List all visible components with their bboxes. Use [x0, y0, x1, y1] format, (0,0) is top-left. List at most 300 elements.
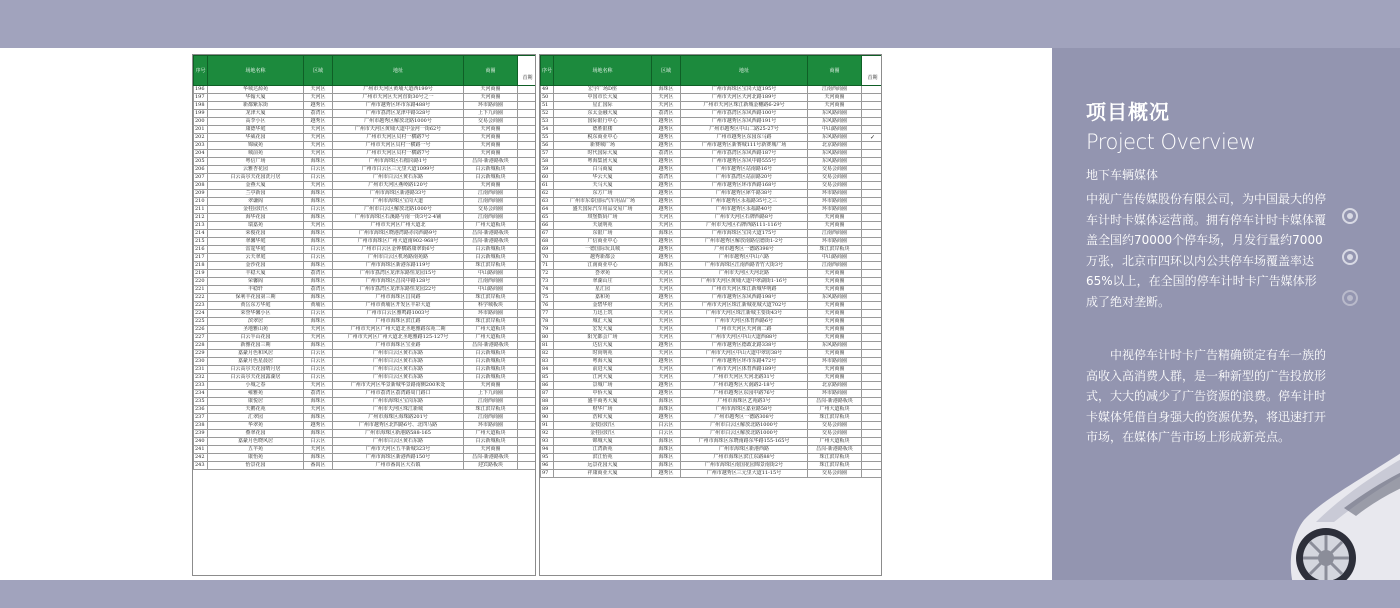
table-row	[541, 406, 883, 414]
cell-first-phase	[518, 326, 537, 334]
cell-first-phase	[862, 382, 883, 390]
cell-business-area: 环市路商圈	[464, 310, 518, 318]
cell-address: 广州市天河区珠江新城华明路	[681, 286, 808, 294]
cell-site-name: 嘉豪月色和风居	[208, 350, 304, 358]
car-icon	[1284, 438, 1400, 580]
cell-site-name: 达信大厦	[554, 342, 652, 350]
cell-first-phase	[862, 166, 883, 174]
cell-site-name: 嘉和苑	[554, 294, 652, 302]
table-row	[541, 342, 883, 350]
cell-address: 广州市天河区五羊新城323号	[333, 446, 464, 454]
cell-first-phase	[518, 462, 537, 470]
cell-site-name: 广信商业中心	[554, 238, 652, 246]
cell-address: 广州市海珠区新港西路150号	[333, 454, 464, 462]
cell-first-phase	[862, 294, 883, 302]
table-row	[541, 358, 883, 366]
cell-business-area: 珠江滨岸板块	[464, 294, 518, 302]
table-row	[194, 310, 537, 318]
cell-address: 广州市白云区黄石东路	[333, 174, 464, 182]
cell-first-phase	[862, 110, 883, 118]
cell-index: 84	[541, 366, 554, 374]
cell-index: 235	[194, 398, 208, 406]
circle-bullet-icon	[1342, 290, 1358, 306]
table-row	[541, 126, 883, 134]
cell-index: 212	[194, 214, 208, 222]
cell-site-name: 新赛城广场	[554, 142, 652, 150]
table-row	[194, 142, 537, 150]
table-row	[541, 190, 883, 198]
table-row	[541, 150, 883, 158]
cell-address: 广州市海珠区晓港湾路赤岗西路9号	[333, 230, 464, 238]
cell-address: 广州市海珠区嘉业路58号	[681, 406, 808, 414]
cell-site-name: 白云高尔夫花园洗月居	[208, 174, 304, 182]
cell-site-name: 城汇大厦	[554, 318, 652, 326]
cell-business-area: 江南西商圈	[464, 398, 518, 406]
cell-index: 202	[194, 134, 208, 142]
table-row	[541, 286, 883, 294]
cell-site-name: 琪堡数码广场	[554, 214, 652, 222]
cell-site-name: 汇翠园	[208, 414, 304, 422]
table-row	[541, 246, 883, 254]
cell-business-area: 珠江滨岸板块	[808, 454, 862, 462]
cell-business-area: 昌岗-新港路板块	[464, 230, 518, 238]
cell-site-name: 财华广场	[554, 406, 652, 414]
cell-first-phase	[518, 190, 537, 198]
cell-first-phase	[518, 134, 537, 142]
cell-district: 荔湾区	[304, 270, 333, 278]
cell-site-name: 白马商厦	[554, 166, 652, 174]
cell-first-phase	[518, 286, 537, 294]
cell-business-area: 珠江滨岸板块	[808, 414, 862, 422]
cell-district: 海珠区	[652, 406, 681, 414]
cell-first-phase	[518, 222, 537, 230]
cell-address: 广州市白云区黄石东路	[333, 438, 464, 446]
cell-first-phase	[862, 342, 883, 350]
cell-index: 217	[194, 254, 208, 262]
cell-index: 204	[194, 150, 208, 158]
cell-business-area: 白云新城板块	[464, 246, 518, 254]
cell-first-phase	[862, 310, 883, 318]
cell-business-area: 中山路商圈	[464, 286, 518, 294]
cell-site-name: 康悦居	[208, 398, 304, 406]
cell-index: 65	[541, 214, 554, 222]
table-row	[541, 198, 883, 206]
cell-first-phase	[518, 238, 537, 246]
table-row	[541, 94, 883, 102]
cell-first-phase	[862, 102, 883, 110]
cell-business-area: 天河商圈	[808, 318, 862, 326]
table-row	[541, 86, 883, 94]
parking-table-left	[192, 54, 536, 576]
cell-index: 240	[194, 438, 208, 446]
cell-business-area: 迎宾路板块	[464, 462, 518, 470]
cell-index: 80	[541, 334, 554, 342]
cell-address: 广州市海珠区艺苑路3号	[681, 398, 808, 406]
cell-district: 海珠区	[304, 238, 333, 246]
cell-business-area: 白云新城板块	[464, 174, 518, 182]
cell-address: 广州市越秀区东风西路191号	[681, 118, 808, 126]
cell-district: 白云区	[304, 374, 333, 382]
cell-district: 海珠区	[304, 342, 333, 350]
cell-index: 72	[541, 270, 554, 278]
table-row	[194, 326, 537, 334]
cell-address: 广州市海珠区宝岗东路	[333, 398, 464, 406]
table-row	[194, 438, 537, 446]
cell-site-name: 海华花园	[208, 214, 304, 222]
cell-address: 广州市白云区解放北路1000号	[681, 430, 808, 438]
table-row	[541, 294, 883, 302]
cell-district: 海珠区	[304, 398, 333, 406]
cell-first-phase	[862, 398, 883, 406]
cell-site-name: 嘉豪月色星晨居	[208, 358, 304, 366]
cell-site-name: 江河大厦	[554, 374, 652, 382]
cell-district: 海珠区	[304, 318, 333, 326]
cell-address: 广州市越秀区北四路6号、北四马路	[333, 422, 464, 430]
cell-site-name: 黄岳东方华庭	[208, 302, 304, 310]
cell-address: 广州市越秀区东园中路76号	[681, 390, 808, 398]
cell-site-name: 康怡苑	[208, 454, 304, 462]
cell-site-name: 云雅杏花园	[208, 166, 304, 174]
cell-district: 天河区	[652, 94, 681, 102]
cell-address: 广州市越秀区犀牛路38号	[681, 190, 808, 198]
cell-site-name: 金桂园好区	[554, 430, 652, 438]
cell-first-phase	[862, 358, 883, 366]
cell-first-phase	[862, 94, 883, 102]
cell-business-area: 交易会商圈	[464, 206, 518, 214]
cell-index: 56	[541, 142, 554, 150]
cell-address: 广州市越秀区大南路2-18号	[681, 382, 808, 390]
table-row	[541, 430, 883, 438]
cell-address: 广州市天河区体育西路189号	[681, 366, 808, 374]
cell-address: 广州市黄埔区开发区丰彩大道	[333, 302, 464, 310]
cell-business-area: 江南西商圈	[464, 214, 518, 222]
table-row	[194, 374, 537, 382]
cell-first-phase	[862, 286, 883, 294]
cell-business-area: 东风路商圈	[808, 158, 862, 166]
cell-district: 白云区	[304, 254, 333, 262]
cell-address: 广州市天河区珠江新城	[333, 406, 464, 414]
cell-index: 203	[194, 142, 208, 150]
cell-address: 广州市海珠区新港路588-165	[333, 430, 464, 438]
cell-first-phase	[862, 246, 883, 254]
cell-index: 74	[541, 286, 554, 294]
cell-first-phase	[862, 334, 883, 342]
cell-site-name: 新雅花园三期	[208, 342, 304, 350]
header-address: 地址	[333, 56, 464, 86]
cell-district: 越秀区	[304, 422, 333, 430]
cell-address: 广州市海珠区南国花园锦景南街2号	[681, 462, 808, 470]
cell-district: 白云区	[304, 366, 333, 374]
cell-district: 越秀区	[652, 166, 681, 174]
cell-address: 广州市天河区黄埔大道中翠湖街1-16号	[681, 278, 808, 286]
cell-index: 66	[541, 222, 554, 230]
table-row	[541, 262, 883, 270]
cell-site-name: 保利丰花园第三期	[208, 294, 304, 302]
cell-index: 59	[541, 166, 554, 174]
cell-site-name: 华城达源苑	[208, 86, 304, 94]
table-row	[194, 286, 537, 294]
cell-district: 天河区	[652, 278, 681, 286]
cell-district: 越秀区	[652, 390, 681, 398]
cell-first-phase	[862, 430, 883, 438]
cell-site-name: 宏发大厦	[554, 326, 652, 334]
cell-business-area: 环市路商圈	[808, 238, 862, 246]
cell-business-area: 天河商圈	[464, 134, 518, 142]
cell-index: 224	[194, 310, 208, 318]
cell-business-area: 江南西商圈	[464, 278, 518, 286]
table-row	[541, 318, 883, 326]
cell-business-area: 天河商圈	[808, 214, 862, 222]
cell-address: 广州市海珠区海珠路201号	[333, 414, 464, 422]
cell-site-name: 景城广场	[554, 382, 652, 390]
cell-index: 233	[194, 382, 208, 390]
table-row	[194, 462, 537, 470]
cell-business-area: 天河商圈	[464, 142, 518, 150]
cell-district: 白云区	[304, 174, 333, 182]
cell-index: 70	[541, 254, 554, 262]
table-row	[541, 214, 883, 222]
cell-address: 广州市白云区雅鸣路1003号	[333, 310, 464, 318]
table-body-left	[194, 86, 537, 470]
cell-site-name: 盛天国际汽车用品交易广场	[554, 206, 652, 214]
cell-index: 57	[541, 150, 554, 158]
cell-address: 广州市天河区广州大道北	[333, 222, 464, 230]
cell-index: 63	[541, 198, 554, 206]
cell-index: 69	[541, 246, 554, 254]
cell-first-phase	[862, 174, 883, 182]
cell-first-phase	[518, 374, 537, 382]
cell-address: 广州市天河区天河直街30号之一	[333, 94, 464, 102]
cell-district: 天河区	[304, 334, 333, 342]
cell-district: 越秀区	[652, 182, 681, 190]
cell-site-name: 星汇国际	[554, 102, 652, 110]
cell-business-area: 中山路商圈	[464, 270, 518, 278]
cell-address: 广州市越秀区站南路16号	[681, 166, 808, 174]
cell-district: 海珠区	[304, 294, 333, 302]
table-row	[194, 222, 537, 230]
cell-address: 广州市白云区黄石东路	[333, 374, 464, 382]
cell-address: 广州市海珠区滨江路	[333, 318, 464, 326]
cell-site-name: 小城之春	[208, 382, 304, 390]
cell-first-phase	[518, 446, 537, 454]
cell-site-name: 一德国际玩具城	[554, 246, 652, 254]
cell-address: 广州市荔湾区东风西路100号	[681, 110, 808, 118]
cell-site-name: 锦城大厦	[554, 438, 652, 446]
cell-business-area: 珠江滨岸板块	[464, 318, 518, 326]
table-row	[541, 110, 883, 118]
cell-business-area: 上下九商圈	[464, 390, 518, 398]
cell-site-name: 圣地雅山苑	[208, 326, 304, 334]
cell-address: 广州市海珠区东晓南路东华路155-165号	[681, 438, 808, 446]
cell-district: 海珠区	[652, 446, 681, 454]
cell-first-phase	[862, 150, 883, 158]
cell-district: 越秀区	[652, 238, 681, 246]
cell-address: 广州市白云区黄石东路	[333, 350, 464, 358]
cell-address: 广州市荔湾区荔湾路周门路口	[333, 390, 464, 398]
cell-address: 广州市海珠区宝业路	[333, 342, 464, 350]
cell-address: 广州市海珠区新港路33号	[333, 190, 464, 198]
table-row	[194, 406, 537, 414]
cell-first-phase	[518, 142, 537, 150]
cell-business-area: 天河商圈	[808, 326, 862, 334]
cell-business-area: 天河商圈	[808, 278, 862, 286]
cell-site-name: 雷霆华庭	[208, 246, 304, 254]
cell-index: 226	[194, 326, 208, 334]
cell-site-name: 丰稳大厦	[208, 270, 304, 278]
cell-index: 213	[194, 222, 208, 230]
table-row	[541, 310, 883, 318]
cell-index: 79	[541, 326, 554, 334]
cell-site-name: 粤海大厦	[554, 358, 652, 366]
cell-index: 62	[541, 190, 554, 198]
cell-address: 广州市越秀区永福路35号之三	[681, 198, 808, 206]
cell-first-phase	[862, 214, 883, 222]
cell-first-phase	[518, 302, 537, 310]
cell-first-phase	[862, 318, 883, 326]
cell-address: 广州市荔湾区龙津东路恒龙园22号	[333, 286, 464, 294]
table-row	[541, 302, 883, 310]
cell-address: 广州市越秀区解放北路1000号	[333, 118, 464, 126]
cell-index: 61	[541, 182, 554, 190]
table-row	[194, 430, 537, 438]
cell-district: 越秀区	[652, 470, 681, 478]
cell-business-area: 北京路商圈	[808, 142, 862, 150]
cell-site-name: 怡景花园	[208, 462, 304, 470]
cell-district: 天河区	[304, 94, 333, 102]
cell-site-name: 荣馨阁	[208, 278, 304, 286]
cell-index: 91	[541, 422, 554, 430]
cell-site-name: 江湾新苑	[554, 446, 652, 454]
cell-index: 199	[194, 110, 208, 118]
cell-address: 广州市天河区天河北路31号	[681, 374, 808, 382]
cell-index: 51	[541, 102, 554, 110]
cell-first-phase	[518, 118, 537, 126]
cell-index: 238	[194, 422, 208, 430]
title-chinese: 项目概况	[1086, 100, 1170, 124]
cell-business-area: 东风路商圈	[808, 342, 862, 350]
cell-first-phase	[862, 374, 883, 382]
cell-site-name: 税东商业中心	[554, 134, 652, 142]
cell-address: 广州市越秀区东园东马路	[681, 134, 808, 142]
cell-address: 广州市天河区天河北路	[681, 270, 808, 278]
cell-site-name: 金桂园好区	[208, 206, 304, 214]
cell-index: 75	[541, 294, 554, 302]
cell-site-name: 五羊苑	[208, 446, 304, 454]
cell-address: 广州市白云区金钟横路康翠街6号	[333, 246, 464, 254]
cell-first-phase	[518, 342, 537, 350]
table-body-right	[541, 86, 883, 478]
cell-address: 广州市荔湾区龙津东路恒龙园15号	[333, 270, 464, 278]
cell-business-area: 天河商圈	[808, 310, 862, 318]
table-row	[194, 350, 537, 358]
table-row	[541, 102, 883, 110]
cell-business-area: 天河商圈	[808, 334, 862, 342]
cell-business-area: 白云新城板块	[464, 366, 518, 374]
table-row	[194, 102, 537, 110]
cell-address: 广州市天河区石牌西路111-116号	[681, 222, 808, 230]
cell-first-phase	[518, 294, 537, 302]
cell-site-name: 翠馨华庭	[208, 238, 304, 246]
cell-site-name: 锦威苑	[208, 142, 304, 150]
circle-bullet-icon	[1342, 249, 1358, 265]
table-row	[194, 110, 537, 118]
cell-site-name: 东方广场	[554, 190, 652, 198]
cell-business-area: 东风路商圈	[808, 134, 862, 142]
cell-district: 天河区	[652, 286, 681, 294]
cell-district: 越秀区	[652, 118, 681, 126]
cell-index: 222	[194, 294, 208, 302]
cell-index: 81	[541, 342, 554, 350]
cell-first-phase	[862, 446, 883, 454]
cell-site-name: 粤海集团大厦	[554, 158, 652, 166]
cell-address: 广州市天河区燕岭路120号	[333, 182, 464, 190]
cell-business-area: 广州大道板块	[808, 438, 862, 446]
table-row	[541, 222, 883, 230]
cell-district: 海珠区	[652, 86, 681, 94]
cell-first-phase	[862, 182, 883, 190]
cell-district: 天河区	[652, 310, 681, 318]
cell-first-phase	[518, 230, 537, 238]
header-business-area: 商圈	[808, 56, 862, 86]
cell-site-name: 白云半山花园	[208, 334, 304, 342]
cell-address: 广州市天河区石牌西路8号	[681, 214, 808, 222]
table-row	[541, 182, 883, 190]
header-first-phase: 首期	[862, 56, 883, 86]
table-row	[541, 390, 883, 398]
cell-index: 93	[541, 438, 554, 446]
cell-first-phase	[862, 142, 883, 150]
cell-site-name: 时代国际大厦	[554, 150, 652, 158]
table-row	[194, 150, 537, 158]
cell-index: 232	[194, 374, 208, 382]
table-row	[194, 182, 537, 190]
table-row	[541, 270, 883, 278]
cell-business-area: 珠江滨岸板块	[464, 262, 518, 270]
cell-first-phase	[518, 334, 537, 342]
cell-district: 海珠区	[304, 262, 333, 270]
cell-site-name: 翠谦阁	[208, 198, 304, 206]
cell-first-phase	[862, 262, 883, 270]
cell-district: 白云区	[304, 310, 333, 318]
cell-index: 223	[194, 302, 208, 310]
cell-address: 广州市海珠区广州大道南902-968号	[333, 238, 464, 246]
cell-business-area: 环市路商圈	[808, 190, 862, 198]
cell-first-phase	[518, 430, 537, 438]
cell-business-area: 江南西商圈	[464, 414, 518, 422]
cell-address: 广州市越秀区中山二路25-27号	[681, 126, 808, 134]
table-row	[194, 334, 537, 342]
cell-site-name: 天鹅花苑	[208, 406, 304, 414]
cell-address: 广州市番禺区大石镇	[333, 462, 464, 470]
cell-site-name: 高李小区	[208, 118, 304, 126]
cell-business-area: 珠江滨岸板块	[808, 246, 862, 254]
cell-district: 荔湾区	[304, 390, 333, 398]
cell-site-name: 荟翠苑	[554, 270, 652, 278]
cell-address: 广州市白云区机场路南苑路	[333, 254, 464, 262]
cell-district: 天河区	[652, 318, 681, 326]
cell-site-name: 东太金融大厦	[554, 110, 652, 118]
cell-business-area: 昌岗-新港路板块	[808, 446, 862, 454]
cell-first-phase: ✓	[862, 134, 883, 142]
cell-index: 88	[541, 398, 554, 406]
cell-address: 广州市越秀区中山六路	[681, 254, 808, 262]
cell-district: 越秀区	[652, 198, 681, 206]
cell-site-name: 浩和大厦	[554, 414, 652, 422]
cell-first-phase	[518, 358, 537, 366]
cell-district: 白云区	[304, 206, 333, 214]
cell-business-area: 东风路商圈	[808, 110, 862, 118]
cell-first-phase	[862, 270, 883, 278]
